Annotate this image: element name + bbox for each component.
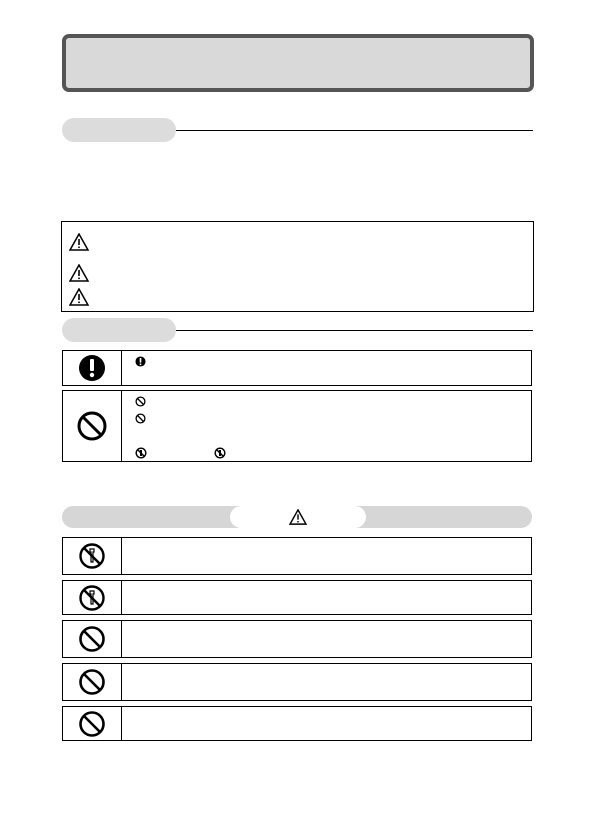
warning-item-row [62,663,532,701]
no-entry-circle-icon [78,668,106,696]
warning-section-band [62,506,532,528]
warning-legend-box [61,221,534,312]
no-entry-circle-icon [78,625,106,653]
no-entry-circle-icon [78,710,106,738]
warning-item-row [62,537,532,575]
exclamation-circle-icon [77,353,107,383]
warning-triangle-icon [69,288,89,306]
warning-item-icon-cell [63,538,122,574]
no-entry-circle-icon [135,396,146,407]
exclamation-circle-icon [135,356,146,367]
section-2-header-pill [62,318,176,342]
warning-item-row [62,580,532,615]
warning-triangle-icon [69,264,89,282]
warning-item-row [62,620,532,658]
no-entry-circle-icon [135,413,146,424]
section-2-header-rule [176,330,533,331]
section-1-header-pill [62,118,176,142]
warning-item-row [62,706,532,741]
no-entry-circle-icon [76,410,108,442]
do-not-disassemble-icon [78,542,106,570]
section-1-header-rule [176,130,533,131]
prohibited-icon-cell [63,391,122,461]
mandatory-icon-cell [63,351,122,385]
warning-triangle-icon [289,509,307,525]
warning-item-icon-cell [63,664,122,700]
warning-item-icon-cell [63,621,122,657]
warning-item-icon-cell [63,707,122,740]
warning-band-label [230,506,366,528]
warning-triangle-icon [69,233,89,251]
mandatory-legend-box [62,350,532,386]
warning-item-icon-cell [63,581,122,614]
prohibited-legend-box [62,390,532,462]
do-not-disassemble-icon [78,584,106,612]
do-not-disassemble-icon [135,447,147,459]
page-title-box [62,34,534,92]
do-not-disassemble-icon [214,447,226,459]
